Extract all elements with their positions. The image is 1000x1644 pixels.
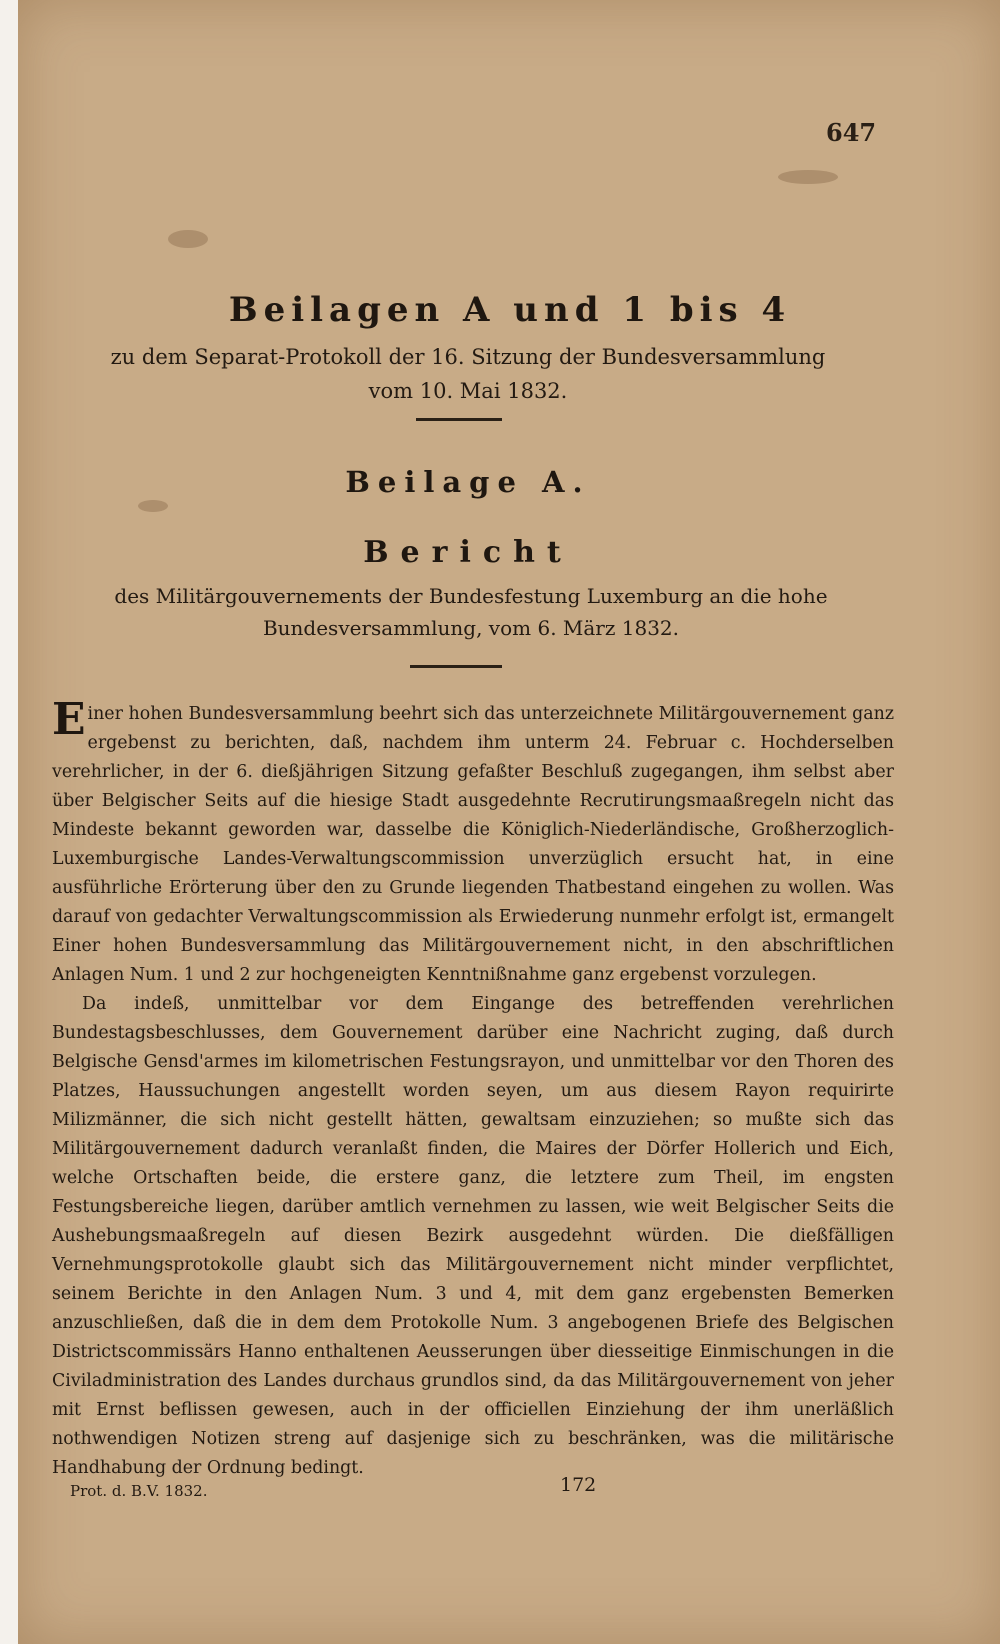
- page-title: Beilagen A und 1 bis 4: [228, 290, 792, 330]
- footer-signature: Prot. d. B.V. 1832.: [70, 1482, 208, 1500]
- subtitle-line-1: zu dem Separat-Protokoll der 16. Sitzung der Bundesversammlung: [110, 345, 826, 369]
- report-body: [52, 694, 894, 1483]
- subtitle-line-2: vom 10. Mai 1832.: [368, 379, 568, 403]
- divider-rule: [410, 665, 502, 668]
- page-number: 647: [826, 118, 877, 147]
- section-heading-beilage: Beilage A.: [345, 465, 591, 499]
- paragraph-1-text: iner hohen Bundesversammlung beehrt sich das unterzeichnete Militärgouvernement ganz ergebenst zu berichten, daß, nachdem ihm unterm 24. Februar c. Hochderselben verehrlicher, in der 6. dießjährigen Sitzung gefaßter Beschluß zugegangen, ihm selbst aber über Belgischer Seits auf die hiesige Stadt ausgedehnte Recrutirungsmaaßregeln nicht das Mindeste bekannt geworden war, dasselbe die Königlich-Niederländische, Großherzoglich-Luxemburgische Landes-Verwaltungscommission unverzüglich ersucht hat, in eine ausführliche Erörterung über den zu Grunde liegenden Thatbestand eingehen zu wollen. Was darauf von gedachter Verwaltungscommission als Erwiederung nunmehr erfolgt ist, ermangelt Einer hohen Bundesversammlung das Militärgouvernement nicht, in den abschriftlichen Anlagen Num. 1 und 2 zur hochgeneigten Kenntnißnahme ganz ergebenst vorzulegen.: [52, 704, 894, 985]
- paragraph-1: [52, 694, 894, 990]
- section-heading-bericht: Bericht: [363, 535, 573, 570]
- drop-cap: E: [52, 694, 86, 745]
- page-subtitle: [98, 340, 838, 408]
- report-intro: des Militärgouvernements der Bundesfestung Luxemburg an die hohe Bundesversammlung, vom 6. März 1832.: [114, 584, 828, 640]
- divider-rule: [416, 418, 502, 421]
- footer-sheet-number: 172: [560, 1474, 597, 1496]
- paragraph-2: Da indeß, unmittelbar vor dem Eingange des betreffenden verehrlichen Bundestagsbeschlusses, dem Gouvernement darüber eine Nachricht zuging, daß durch Belgische Gensd'armes im kilometrischen Festungsrayon, und unmittelbar vor den Thoren des Platzes, Haussuchungen angestellt worden seyen, um aus diesem Rayon requirirte Milizmänner, die sich nicht gestellt hätten, gewaltsam einzuziehen; so mußte sich das Militärgouvernement dadurch veranlaßt finden, die Maires der Dörfer Hollerich und Eich, welche Ortschaften beide, die erstere ganz, die letztere zum Theil, im engsten Festungsbereiche liegen, darüber amtlich vernehmen zu lassen, wie weit Belgischer Seits die Aushebungsmaaßregeln auf diesen Bezirk ausgedehnt würden. Die dießfälligen Vernehmungsprotokolle glaubt sich das Militärgouvernement nicht minder verpflichtet, seinem Berichte in den Anlagen Num. 3 und 4, mit dem ganz ergebensten Bemerken anzuschließen, daß die in dem dem Protokolle Num. 3 angebogenen Briefe des Belgischen Districtscommissärs Hanno enthaltenen Aeusserungen über diesseitige Einmischungen in die Civiladministration des Landes durchaus grundlos sind, da das Militärgouvernement von jeher mit Ernst beflissen gewesen, auch in der officiellen Einziehung der ihm unerläßlich nothwendigen Notizen streng auf dasjenige sich zu beschränken, was die militärische Handhabung der Ordnung bedingt.: [52, 994, 894, 1478]
- document-page: [18, 0, 1000, 1644]
